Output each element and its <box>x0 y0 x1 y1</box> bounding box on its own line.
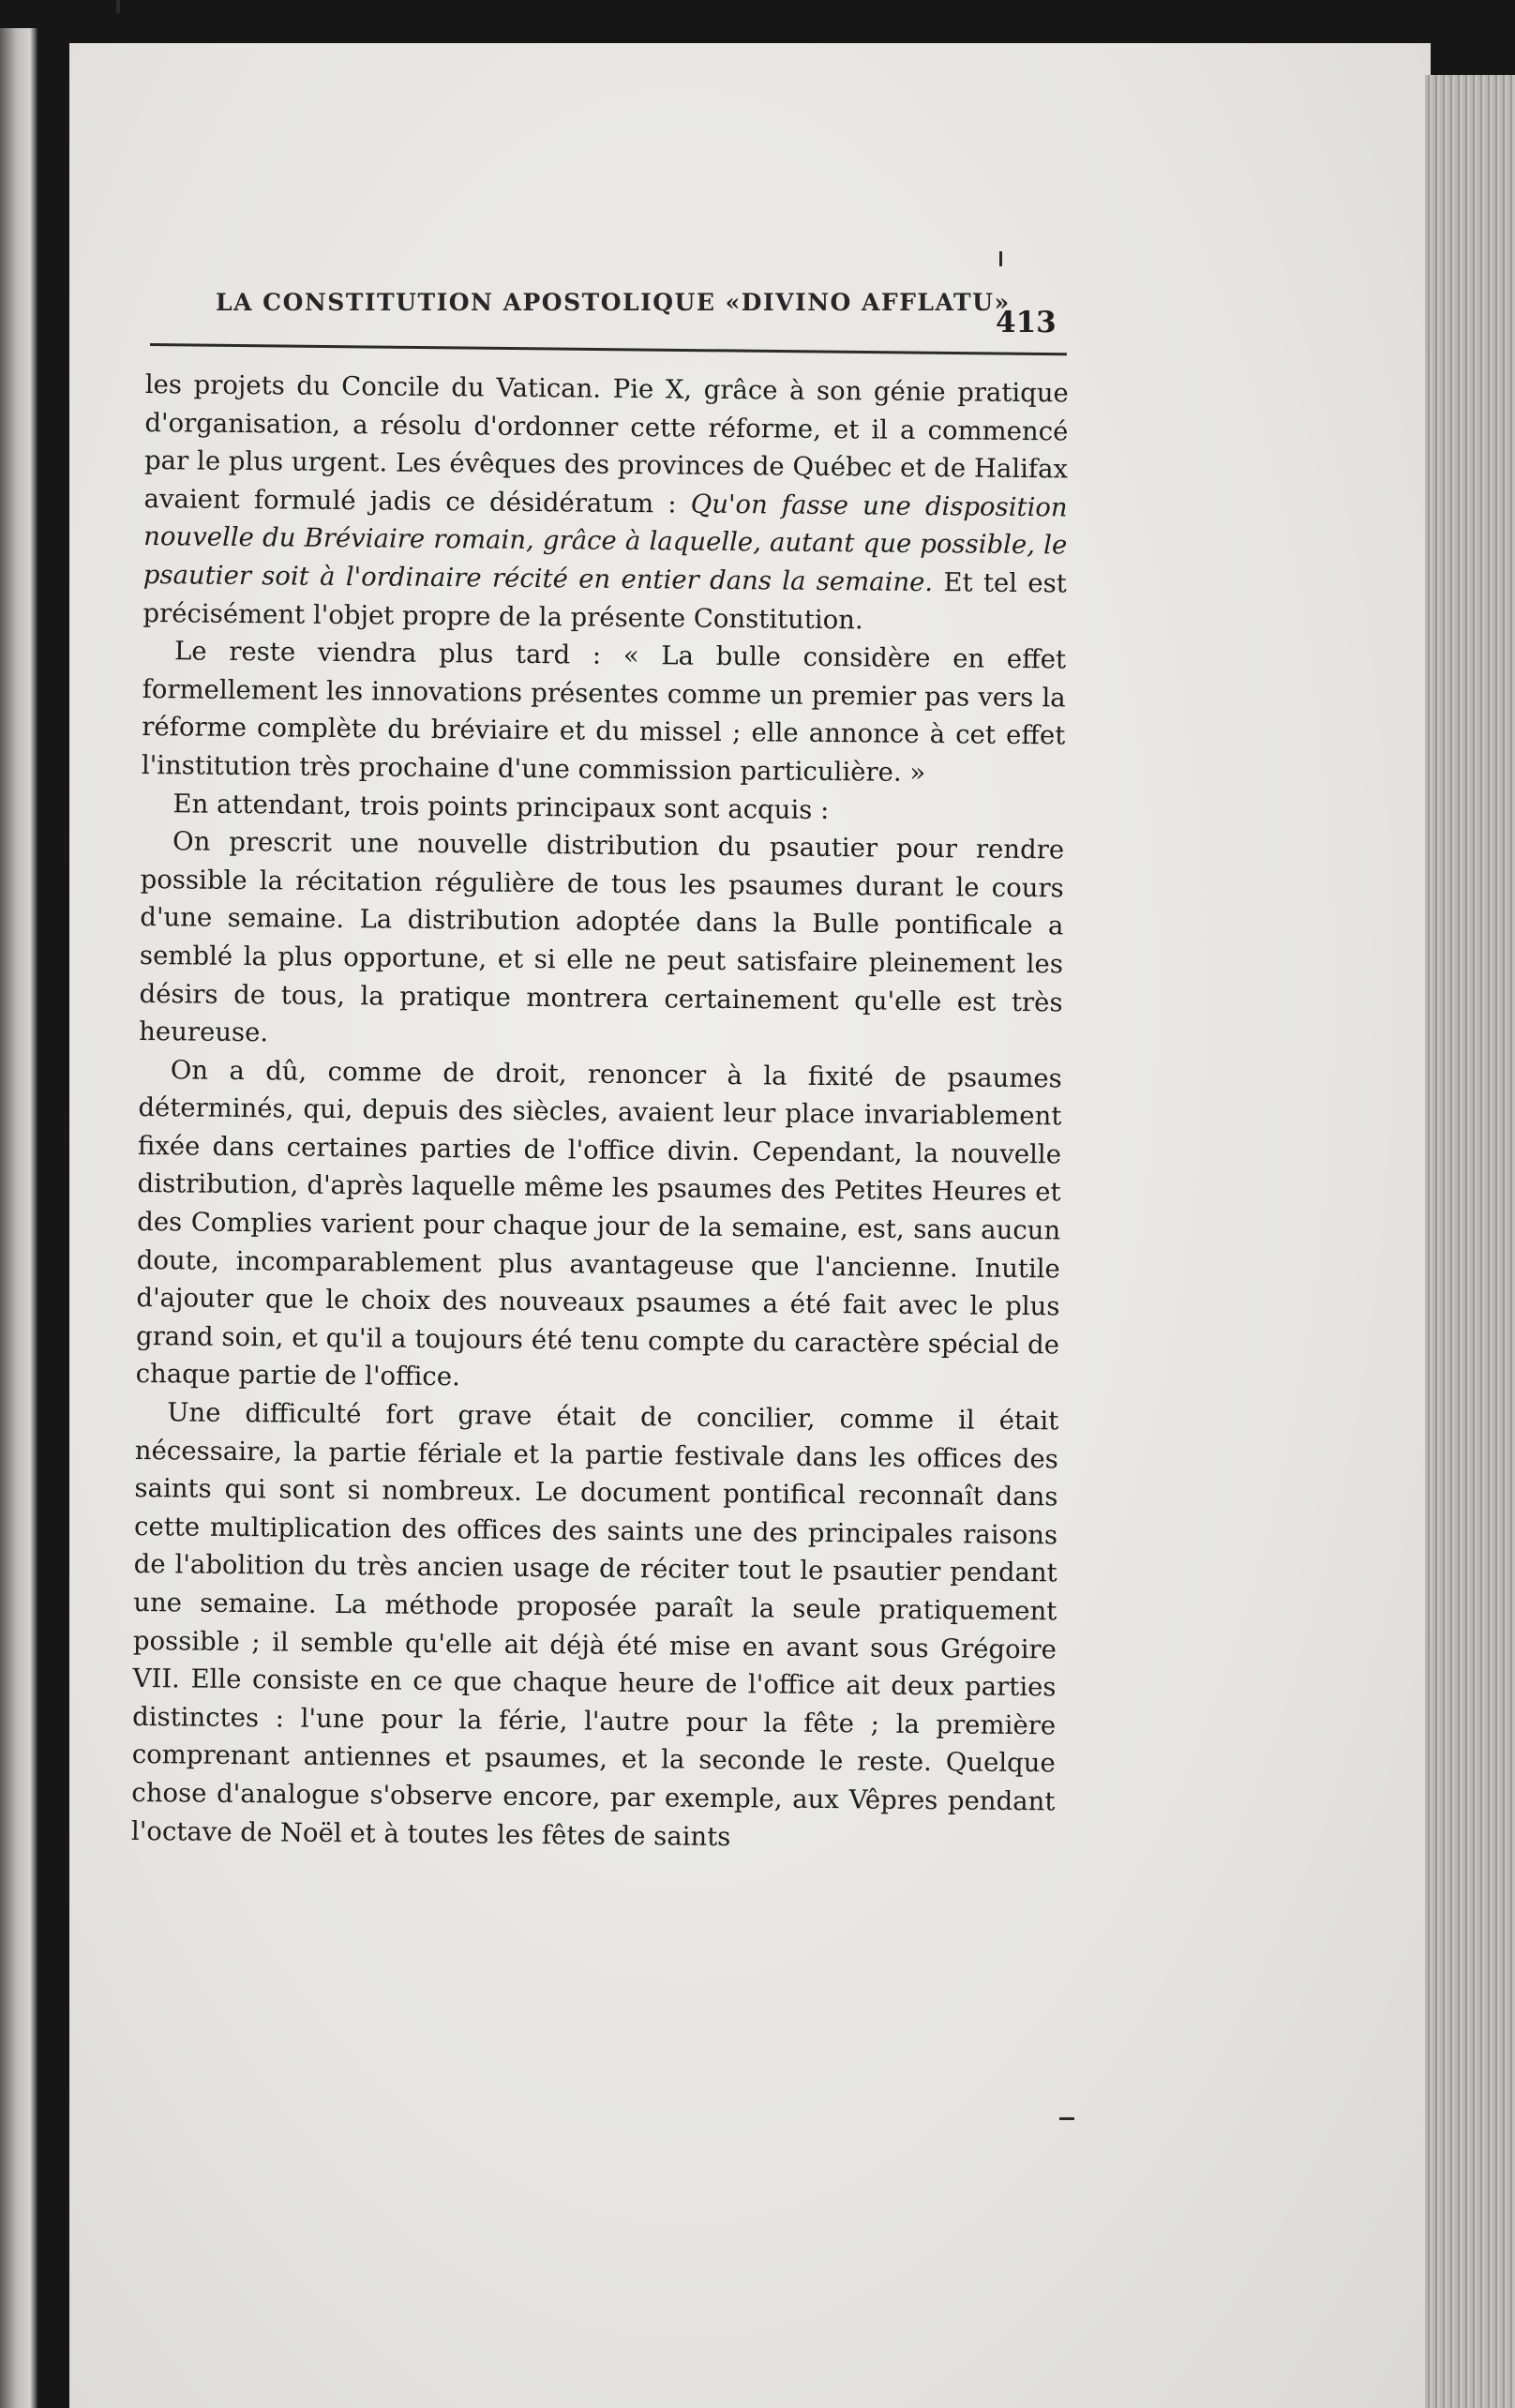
paragraph: On a dû, comme de droit, renoncer à la fixité de psaumes déterminés, qui, depuis des siècles, avaient leur place invariablement fixée dans certaines parties de l'office divin. Cependant, la nouvelle distribution, d'après laquelle même les psaumes des Petites Heures et des Complies varient pour chaque jour de la semaine, est, sans aucun doute, incomparablement plus avantageuse que l'ancienne. Inutile d'ajouter que le choix des nouveaux psaumes a été fait avec le plus grand soin, et qu'il a toujours été tenu compte du caractère spécial de chaque partie de l'office. <box>135 1054 1062 1392</box>
paragraph: En attendant, trois points principaux sont acquis : <box>172 788 830 825</box>
page-stack-edges <box>1425 75 1515 2408</box>
italic-quotation: Qu'on fasse une disposition nouvelle du Bréviaire romain, grâce à laquelle, autant que possible, le psautier soit à l'ordinaire récité en entier dans la semaine. <box>142 489 1068 598</box>
page-body <box>131 366 1069 1859</box>
paragraph-text: les projets du Concile du Vatican. Pie X, grâce à son génie pratique d'organisation, a résolu d'ordonner cette réforme, et il a commencé par le plus urgent. Les évêques des provinces de Québec et de Halifax avaient formulé jadis ce désidératum : <box>143 369 1069 519</box>
paragraph <box>142 366 1069 641</box>
scan-speck <box>999 251 1002 266</box>
running-head: LA CONSTITUTION APOSTOLIQUE «DIVINO AFFLATU» <box>216 289 1011 316</box>
paragraph: On prescrit une nouvelle distribution du psautier pour rendre possible la récitation régulière de tous les psaumes durant le cours d'une semaine. La distribution adoptée dans la Bulle pontificale a semblé la plus opportune, et si elle ne peut satisfaire pleinement les désirs de tous, la pratique montrera certainement qu'elle est très heureuse. <box>139 826 1065 1048</box>
paragraph-text: Et tel est précisément l'objet propre de la présente Constitution. <box>142 567 1067 635</box>
page-number: 413 <box>996 306 1057 339</box>
adjacent-page-edge <box>0 28 38 2408</box>
scan-speck <box>116 0 120 13</box>
paragraph: Une difficulté fort grave était de concilier, comme il était nécessaire, la partie fériale et la partie festivale dans les offices des saints qui sont si nombreux. Le document pontifical reconnaît dans cette multiplication des offices des saints une des principales raisons de l'abolition du très ancien usage de réciter tout le psautier pendant une semaine. La méthode proposée paraît la seule pratiquement possible ; il semble qu'elle ait déjà été mise en avant sous Grégoire VII. Elle consiste en ce que chaque heure de l'office ait deux parties distinctes : l'une pour la férie, l'autre pour la fête ; la première comprenant antiennes et psaumes, et la seconde le reste. Quelque chose d'analogue s'observe encore, par exemple, aux Vêpres pendant l'octave de Noël et à toutes les fêtes de saints <box>130 1397 1059 1852</box>
scan-speck <box>1059 2117 1074 2120</box>
paragraph: Le reste viendra plus tard : « La bulle considère en effet formellement les innovations présentes comme un premier pas vers la réforme complète du bréviaire et du missel ; elle annonce à cet effet l'institution très prochaine d'une commission particulière. » <box>141 636 1067 788</box>
